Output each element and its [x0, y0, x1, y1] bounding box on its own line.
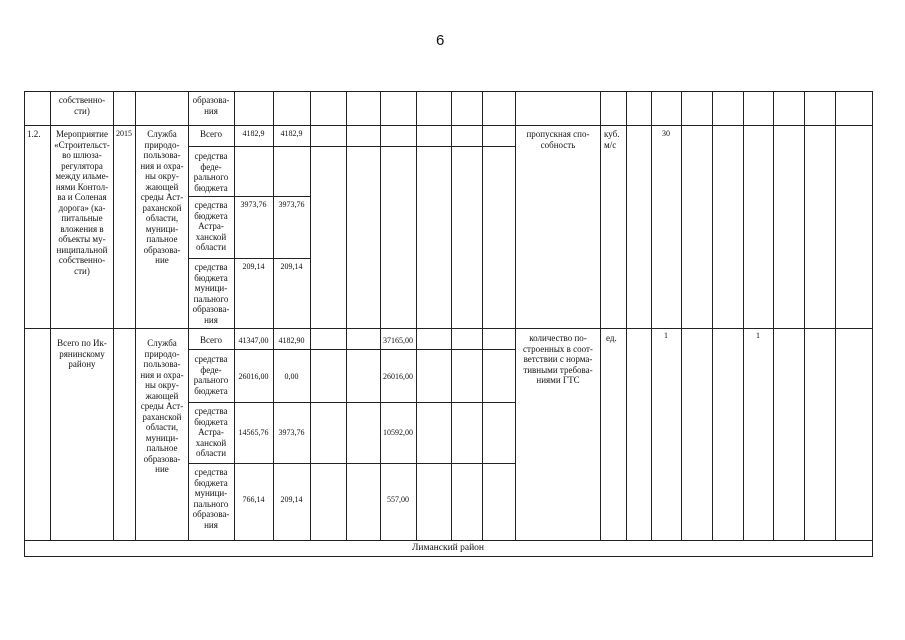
funding-source: средства бюджета Астра- ханской области — [194, 406, 228, 458]
carryover-source: образова- ния — [192, 95, 230, 116]
funding-source: средства феде- рального бюджета — [193, 151, 229, 193]
indicator-name: пропускная спо- собность — [526, 129, 590, 150]
indicator-name: количество по- строенных в соот- ветствии с норма- тивными требова- ниями ГТС — [523, 333, 593, 385]
funding-total: 14565,76 — [238, 428, 269, 437]
section-footer: Лиманский район — [411, 543, 485, 553]
funding-source: средства бюджета Астра- ханской области — [194, 200, 228, 252]
funding-source: средства феде- рального бюджета — [193, 354, 229, 396]
funding-source: средства бюджета муници- пального образова- ния — [192, 467, 230, 530]
row-index: 1.2. — [27, 129, 41, 139]
indicator-unit: куб. м/с — [604, 129, 620, 150]
indicator-unit: ед. — [606, 333, 617, 343]
funding-total: 209,14 — [242, 262, 265, 271]
funding-total: 3973,76 — [240, 200, 267, 209]
funding-2015: 4182,90 — [278, 336, 305, 345]
funding-2020: 10592,00 — [383, 428, 413, 437]
carryover-name: собственно- сти) — [58, 95, 106, 116]
funding-2015: 3973,76 — [278, 200, 305, 209]
funding-total: 26016,00 — [238, 372, 269, 381]
funding-2015: 3973,76 — [278, 428, 305, 437]
measure-year: 2015 — [116, 129, 132, 138]
indicator-value: 30 — [662, 129, 670, 138]
funding-2020: 26016,00 — [383, 372, 413, 381]
district-total-name: Всего по Ик- рянинскому району — [57, 338, 107, 369]
funding-2015: 209,14 — [280, 495, 303, 504]
funding-source: средства бюджета муници- пального образова- ния — [192, 262, 230, 325]
measure-executor: Служба природо- пользова- ния и охра- ны окру- жающей среды Аст- раханской области, муници- пальное образова- ние — [140, 129, 184, 265]
measure-name: Мероприятие «Строительст- во шлюза- регулятора между ильме- нями Контол- ва и Соленая дорога» (ка- питальные вложения в объекты му- ниципальной собственно- сти) — [54, 129, 110, 276]
page-number: 6 — [436, 32, 445, 49]
funding-source: Всего — [199, 335, 223, 345]
indicator-value-extra: 1 — [756, 331, 760, 340]
district-total-executor: Служба природо- пользова- ния и охра- ны окру- жающей среды Аст- раханской области, муници- пальное образова- ние — [140, 338, 184, 474]
funding-2015: 0,00 — [284, 372, 299, 381]
funding-2020: 557,00 — [387, 495, 409, 504]
funding-total: 766,14 — [242, 495, 265, 504]
indicator-value: 1 — [664, 331, 668, 340]
funding-2015: 209,14 — [280, 262, 303, 271]
funding-2020: 37165,00 — [383, 336, 413, 345]
funding-2015: 4182,9 — [280, 129, 303, 138]
funding-total: 41347,00 — [238, 336, 269, 345]
funding-source: Всего — [199, 129, 223, 139]
funding-total: 4182,9 — [242, 129, 265, 138]
